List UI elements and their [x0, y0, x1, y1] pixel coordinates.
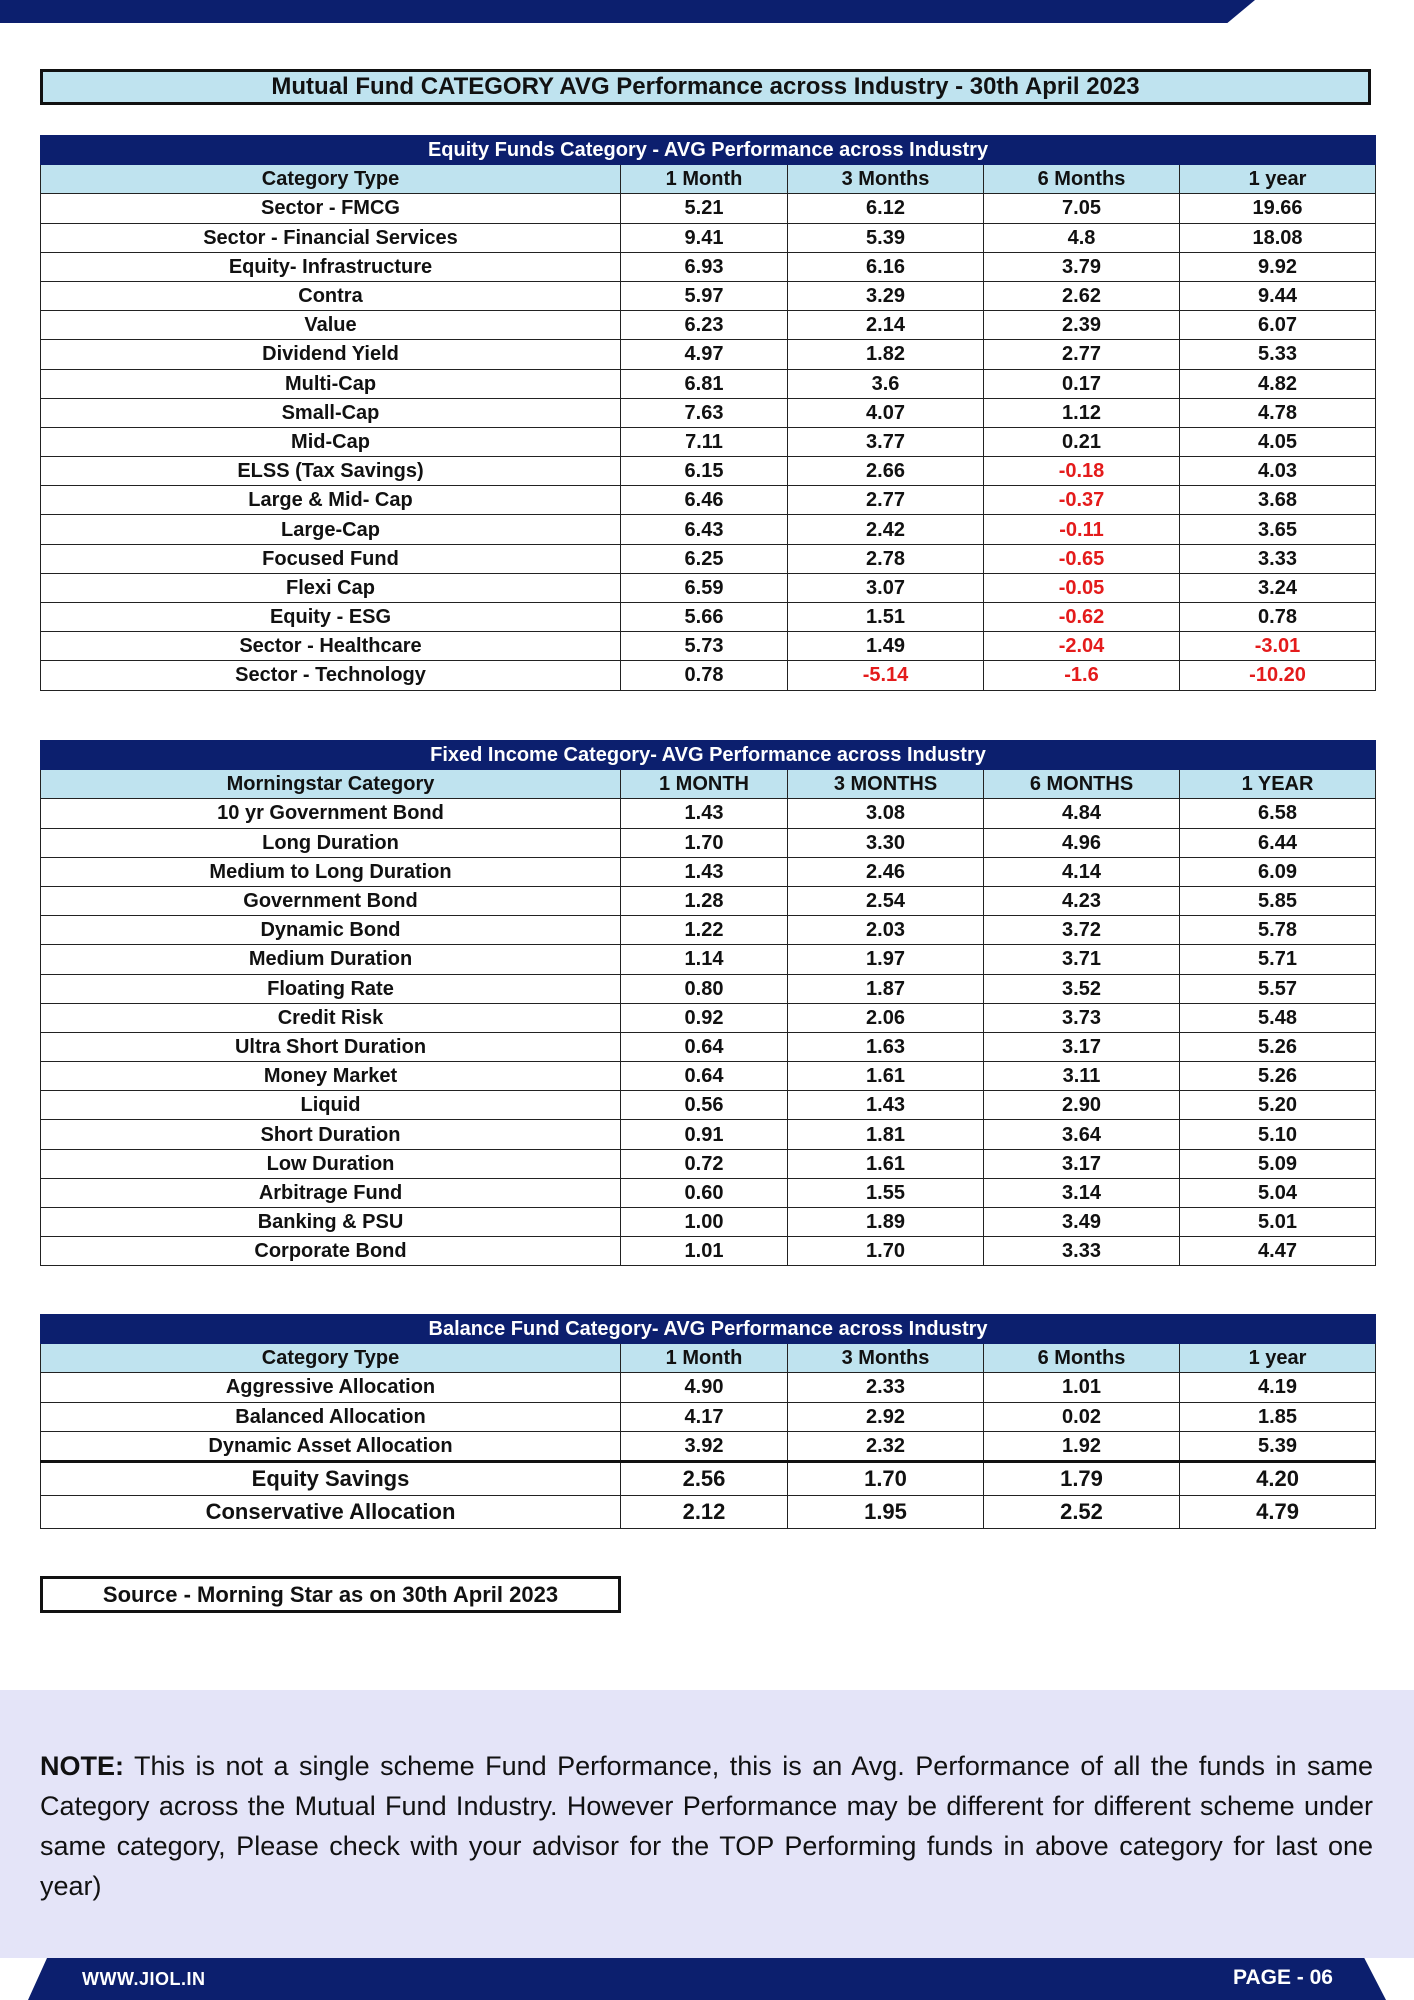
category-name-cell: Short Duration: [41, 1120, 621, 1149]
category-name-cell: Focused Fund: [41, 544, 621, 573]
table-row: [41, 603, 1376, 632]
value-cell: 4.20: [1180, 1461, 1376, 1495]
value-cell: 2.77: [984, 340, 1180, 369]
value-cell: 5.26: [1180, 1032, 1376, 1061]
value-cell: 6.44: [1180, 828, 1376, 857]
table-row: [41, 515, 1376, 544]
value-cell: 19.66: [1180, 194, 1376, 223]
footer-page-number: PAGE - 06: [1233, 1966, 1333, 1989]
category-name-cell: ELSS (Tax Savings): [41, 457, 621, 486]
value-cell: 0.56: [621, 1091, 788, 1120]
table-row: [41, 632, 1376, 661]
column-header: 1 year: [1180, 1344, 1376, 1373]
note-paragraph: [40, 1746, 1373, 1906]
value-cell: 5.20: [1180, 1091, 1376, 1120]
value-cell: 6.23: [621, 311, 788, 340]
table-row: [41, 857, 1376, 886]
value-cell: 6.07: [1180, 311, 1376, 340]
table-row: [41, 1062, 1376, 1091]
value-cell: 3.33: [984, 1237, 1180, 1266]
table-row: [41, 1003, 1376, 1032]
value-cell: -0.65: [984, 544, 1180, 573]
table-row: [41, 369, 1376, 398]
value-cell: 2.90: [984, 1091, 1180, 1120]
value-cell: 2.06: [788, 1003, 984, 1032]
fixed-income-table: [40, 740, 1376, 1266]
value-cell: 5.71: [1180, 945, 1376, 974]
table-row: [41, 1091, 1376, 1120]
table-row: [41, 1373, 1376, 1402]
table-row: [41, 1032, 1376, 1061]
fixed-income-header-row: [41, 770, 1376, 799]
value-cell: 5.09: [1180, 1149, 1376, 1178]
value-cell: 6.43: [621, 515, 788, 544]
value-cell: 5.01: [1180, 1208, 1376, 1237]
table-row: [41, 916, 1376, 945]
value-cell: 4.96: [984, 828, 1180, 857]
category-name-cell: Large & Mid- Cap: [41, 486, 621, 515]
value-cell: 3.73: [984, 1003, 1180, 1032]
category-name-cell: Long Duration: [41, 828, 621, 857]
note-body: This is not a single scheme Fund Performance, this is an Avg. Performance of all the funds in same Category across the Mutual Fund Industry. However Performance may be different for different scheme under same category, Please check with your advisor for the TOP Performing funds in above category for last one year): [40, 1751, 1373, 1901]
column-header: 6 Months: [984, 165, 1180, 194]
value-cell: 4.97: [621, 340, 788, 369]
value-cell: 3.17: [984, 1149, 1180, 1178]
value-cell: 1.87: [788, 974, 984, 1003]
value-cell: 3.30: [788, 828, 984, 857]
column-header: 6 Months: [984, 1344, 1180, 1373]
category-name-cell: Equity Savings: [41, 1461, 621, 1495]
category-name-cell: Dynamic Bond: [41, 916, 621, 945]
value-cell: 1.51: [788, 603, 984, 632]
table-row: [41, 573, 1376, 602]
value-cell: 5.21: [621, 194, 788, 223]
value-cell: 4.07: [788, 398, 984, 427]
value-cell: -0.11: [984, 515, 1180, 544]
value-cell: 1.22: [621, 916, 788, 945]
value-cell: 6.93: [621, 252, 788, 281]
category-name-cell: Credit Risk: [41, 1003, 621, 1032]
value-cell: 5.33: [1180, 340, 1376, 369]
value-cell: 3.11: [984, 1062, 1180, 1091]
value-cell: 2.33: [788, 1373, 984, 1402]
value-cell: 0.64: [621, 1032, 788, 1061]
value-cell: -0.37: [984, 486, 1180, 515]
value-cell: 4.78: [1180, 398, 1376, 427]
column-header: Morningstar Category: [41, 770, 621, 799]
column-header: 6 MONTHS: [984, 770, 1180, 799]
value-cell: 0.92: [621, 1003, 788, 1032]
value-cell: -10.20: [1180, 661, 1376, 690]
value-cell: 6.15: [621, 457, 788, 486]
value-cell: 5.73: [621, 632, 788, 661]
category-name-cell: Low Duration: [41, 1149, 621, 1178]
category-name-cell: Conservative Allocation: [41, 1495, 621, 1528]
value-cell: 1.61: [788, 1149, 984, 1178]
value-cell: 1.79: [984, 1461, 1180, 1495]
value-cell: 7.05: [984, 194, 1180, 223]
table-row: [41, 223, 1376, 252]
balance-table-title: Balance Fund Category- AVG Performance across Industry: [41, 1315, 1376, 1344]
value-cell: 0.17: [984, 369, 1180, 398]
value-cell: 4.90: [621, 1373, 788, 1402]
table-row: [41, 1120, 1376, 1149]
value-cell: 1.85: [1180, 1402, 1376, 1431]
table-row: [41, 886, 1376, 915]
note-label: NOTE:: [40, 1751, 124, 1781]
value-cell: 1.97: [788, 945, 984, 974]
value-cell: 1.49: [788, 632, 984, 661]
value-cell: 4.03: [1180, 457, 1376, 486]
table-row: [41, 457, 1376, 486]
table-row: [41, 1431, 1376, 1461]
table-row: [41, 1178, 1376, 1207]
value-cell: 1.63: [788, 1032, 984, 1061]
value-cell: 6.12: [788, 194, 984, 223]
value-cell: 7.63: [621, 398, 788, 427]
value-cell: 3.79: [984, 252, 1180, 281]
value-cell: 5.85: [1180, 886, 1376, 915]
table-row: [41, 252, 1376, 281]
value-cell: 3.33: [1180, 544, 1376, 573]
value-cell: 6.09: [1180, 857, 1376, 886]
value-cell: 1.43: [621, 799, 788, 828]
fixed-income-table-title: Fixed Income Category- AVG Performance across Industry: [41, 741, 1376, 770]
table-row: [41, 340, 1376, 369]
category-name-cell: Dynamic Asset Allocation: [41, 1431, 621, 1461]
value-cell: 5.39: [1180, 1431, 1376, 1461]
value-cell: 0.91: [621, 1120, 788, 1149]
value-cell: 3.6: [788, 369, 984, 398]
value-cell: 3.24: [1180, 573, 1376, 602]
table-row: [41, 486, 1376, 515]
value-cell: -0.62: [984, 603, 1180, 632]
category-name-cell: Government Bond: [41, 886, 621, 915]
value-cell: 9.41: [621, 223, 788, 252]
category-name-cell: Dividend Yield: [41, 340, 621, 369]
column-header: 3 MONTHS: [788, 770, 984, 799]
value-cell: 5.97: [621, 281, 788, 310]
column-header: 1 Month: [621, 165, 788, 194]
value-cell: 5.48: [1180, 1003, 1376, 1032]
value-cell: 7.11: [621, 427, 788, 456]
value-cell: 3.08: [788, 799, 984, 828]
value-cell: 1.81: [788, 1120, 984, 1149]
value-cell: 2.32: [788, 1431, 984, 1461]
value-cell: -0.05: [984, 573, 1180, 602]
table-row: [41, 1402, 1376, 1431]
column-header: 1 MONTH: [621, 770, 788, 799]
value-cell: 2.52: [984, 1495, 1180, 1528]
value-cell: 1.01: [984, 1373, 1180, 1402]
table-row: [41, 1461, 1376, 1495]
value-cell: 2.03: [788, 916, 984, 945]
table-row: [41, 974, 1376, 1003]
value-cell: 6.25: [621, 544, 788, 573]
value-cell: 1.89: [788, 1208, 984, 1237]
value-cell: 0.80: [621, 974, 788, 1003]
equity-header-row: [41, 165, 1376, 194]
value-cell: 3.49: [984, 1208, 1180, 1237]
value-cell: 1.14: [621, 945, 788, 974]
value-cell: 5.26: [1180, 1062, 1376, 1091]
value-cell: 4.19: [1180, 1373, 1376, 1402]
table-row: [41, 427, 1376, 456]
value-cell: 0.72: [621, 1149, 788, 1178]
top-banner-bar: [0, 0, 1255, 23]
category-name-cell: Corporate Bond: [41, 1237, 621, 1266]
value-cell: 0.78: [621, 661, 788, 690]
category-name-cell: Large-Cap: [41, 515, 621, 544]
value-cell: -2.04: [984, 632, 1180, 661]
value-cell: 6.59: [621, 573, 788, 602]
value-cell: 1.12: [984, 398, 1180, 427]
value-cell: 9.44: [1180, 281, 1376, 310]
value-cell: 1.43: [788, 1091, 984, 1120]
value-cell: 2.66: [788, 457, 984, 486]
table-row: [41, 1149, 1376, 1178]
category-name-cell: Sector - Healthcare: [41, 632, 621, 661]
value-cell: 6.81: [621, 369, 788, 398]
table-row: [41, 1495, 1376, 1528]
column-header: 1 Month: [621, 1344, 788, 1373]
column-header: 1 year: [1180, 165, 1376, 194]
column-header: 1 YEAR: [1180, 770, 1376, 799]
table-row: [41, 544, 1376, 573]
value-cell: 3.07: [788, 573, 984, 602]
value-cell: 2.78: [788, 544, 984, 573]
value-cell: 3.64: [984, 1120, 1180, 1149]
balance-header-row: [41, 1344, 1376, 1373]
table-row: [41, 661, 1376, 690]
category-name-cell: Banking & PSU: [41, 1208, 621, 1237]
value-cell: 18.08: [1180, 223, 1376, 252]
category-name-cell: Sector - Technology: [41, 661, 621, 690]
value-cell: 2.12: [621, 1495, 788, 1528]
value-cell: -5.14: [788, 661, 984, 690]
table-row: [41, 398, 1376, 427]
value-cell: 1.82: [788, 340, 984, 369]
category-name-cell: Aggressive Allocation: [41, 1373, 621, 1402]
table-row: [41, 281, 1376, 310]
value-cell: 4.14: [984, 857, 1180, 886]
value-cell: 6.16: [788, 252, 984, 281]
value-cell: 2.56: [621, 1461, 788, 1495]
value-cell: 1.70: [621, 828, 788, 857]
value-cell: 5.57: [1180, 974, 1376, 1003]
column-header: Category Type: [41, 1344, 621, 1373]
category-name-cell: Liquid: [41, 1091, 621, 1120]
column-header: 3 Months: [788, 165, 984, 194]
column-header: 3 Months: [788, 1344, 984, 1373]
value-cell: 4.05: [1180, 427, 1376, 456]
balance-fund-table: [40, 1314, 1376, 1529]
value-cell: 3.92: [621, 1431, 788, 1461]
category-name-cell: Money Market: [41, 1062, 621, 1091]
value-cell: 9.92: [1180, 252, 1376, 281]
value-cell: 4.47: [1180, 1237, 1376, 1266]
value-cell: 1.01: [621, 1237, 788, 1266]
table-row: [41, 799, 1376, 828]
value-cell: 3.72: [984, 916, 1180, 945]
value-cell: 6.58: [1180, 799, 1376, 828]
value-cell: 0.60: [621, 1178, 788, 1207]
value-cell: -3.01: [1180, 632, 1376, 661]
value-cell: 2.46: [788, 857, 984, 886]
value-cell: 4.23: [984, 886, 1180, 915]
category-name-cell: Arbitrage Fund: [41, 1178, 621, 1207]
value-cell: 3.52: [984, 974, 1180, 1003]
value-cell: -0.18: [984, 457, 1180, 486]
category-name-cell: Sector - FMCG: [41, 194, 621, 223]
category-name-cell: Multi-Cap: [41, 369, 621, 398]
table-row: [41, 945, 1376, 974]
category-name-cell: Ultra Short Duration: [41, 1032, 621, 1061]
category-name-cell: Medium to Long Duration: [41, 857, 621, 886]
value-cell: 1.70: [788, 1237, 984, 1266]
category-name-cell: Floating Rate: [41, 974, 621, 1003]
equity-funds-table: [40, 135, 1376, 691]
value-cell: 3.17: [984, 1032, 1180, 1061]
value-cell: 3.68: [1180, 486, 1376, 515]
category-name-cell: Contra: [41, 281, 621, 310]
value-cell: 2.62: [984, 281, 1180, 310]
value-cell: 3.29: [788, 281, 984, 310]
value-cell: 3.14: [984, 1178, 1180, 1207]
value-cell: -1.6: [984, 661, 1180, 690]
value-cell: 0.64: [621, 1062, 788, 1091]
category-name-cell: 10 yr Government Bond: [41, 799, 621, 828]
footer-website-link[interactable]: WWW.JIOL.IN: [82, 1969, 206, 1989]
footer-bar: [28, 1958, 1386, 2000]
value-cell: 4.17: [621, 1402, 788, 1431]
category-name-cell: Value: [41, 311, 621, 340]
value-cell: 2.54: [788, 886, 984, 915]
value-cell: 2.42: [788, 515, 984, 544]
value-cell: 1.70: [788, 1461, 984, 1495]
value-cell: 4.79: [1180, 1495, 1376, 1528]
table-row: [41, 194, 1376, 223]
column-header: Category Type: [41, 165, 621, 194]
category-name-cell: Equity - ESG: [41, 603, 621, 632]
value-cell: 1.92: [984, 1431, 1180, 1461]
value-cell: 3.77: [788, 427, 984, 456]
value-cell: 4.8: [984, 223, 1180, 252]
value-cell: 1.00: [621, 1208, 788, 1237]
value-cell: 3.65: [1180, 515, 1376, 544]
value-cell: 1.28: [621, 886, 788, 915]
value-cell: 5.04: [1180, 1178, 1376, 1207]
table-row: [41, 828, 1376, 857]
value-cell: 0.78: [1180, 603, 1376, 632]
category-name-cell: Medium Duration: [41, 945, 621, 974]
category-name-cell: Sector - Financial Services: [41, 223, 621, 252]
value-cell: 2.14: [788, 311, 984, 340]
balance-title-row: [41, 1315, 1376, 1344]
equity-title-row: [41, 136, 1376, 165]
table-row: [41, 311, 1376, 340]
value-cell: 3.71: [984, 945, 1180, 974]
value-cell: 5.78: [1180, 916, 1376, 945]
value-cell: 5.66: [621, 603, 788, 632]
category-name-cell: Balanced Allocation: [41, 1402, 621, 1431]
value-cell: 5.10: [1180, 1120, 1376, 1149]
value-cell: 6.46: [621, 486, 788, 515]
value-cell: 4.84: [984, 799, 1180, 828]
category-name-cell: Equity- Infrastructure: [41, 252, 621, 281]
value-cell: 4.82: [1180, 369, 1376, 398]
fixed-income-title-row: [41, 741, 1376, 770]
value-cell: 0.02: [984, 1402, 1180, 1431]
value-cell: 1.95: [788, 1495, 984, 1528]
category-name-cell: Small-Cap: [41, 398, 621, 427]
table-row: [41, 1208, 1376, 1237]
equity-table-title: Equity Funds Category - AVG Performance across Industry: [41, 136, 1376, 165]
value-cell: 2.39: [984, 311, 1180, 340]
value-cell: 1.43: [621, 857, 788, 886]
category-name-cell: Mid-Cap: [41, 427, 621, 456]
category-name-cell: Flexi Cap: [41, 573, 621, 602]
page-title: Mutual Fund CATEGORY AVG Performance across Industry - 30th April 2023: [40, 69, 1371, 105]
value-cell: 2.92: [788, 1402, 984, 1431]
value-cell: 5.39: [788, 223, 984, 252]
table-row: [41, 1237, 1376, 1266]
value-cell: 0.21: [984, 427, 1180, 456]
value-cell: 1.55: [788, 1178, 984, 1207]
source-note: Source - Morning Star as on 30th April 2023: [40, 1576, 621, 1613]
value-cell: 1.61: [788, 1062, 984, 1091]
value-cell: 2.77: [788, 486, 984, 515]
